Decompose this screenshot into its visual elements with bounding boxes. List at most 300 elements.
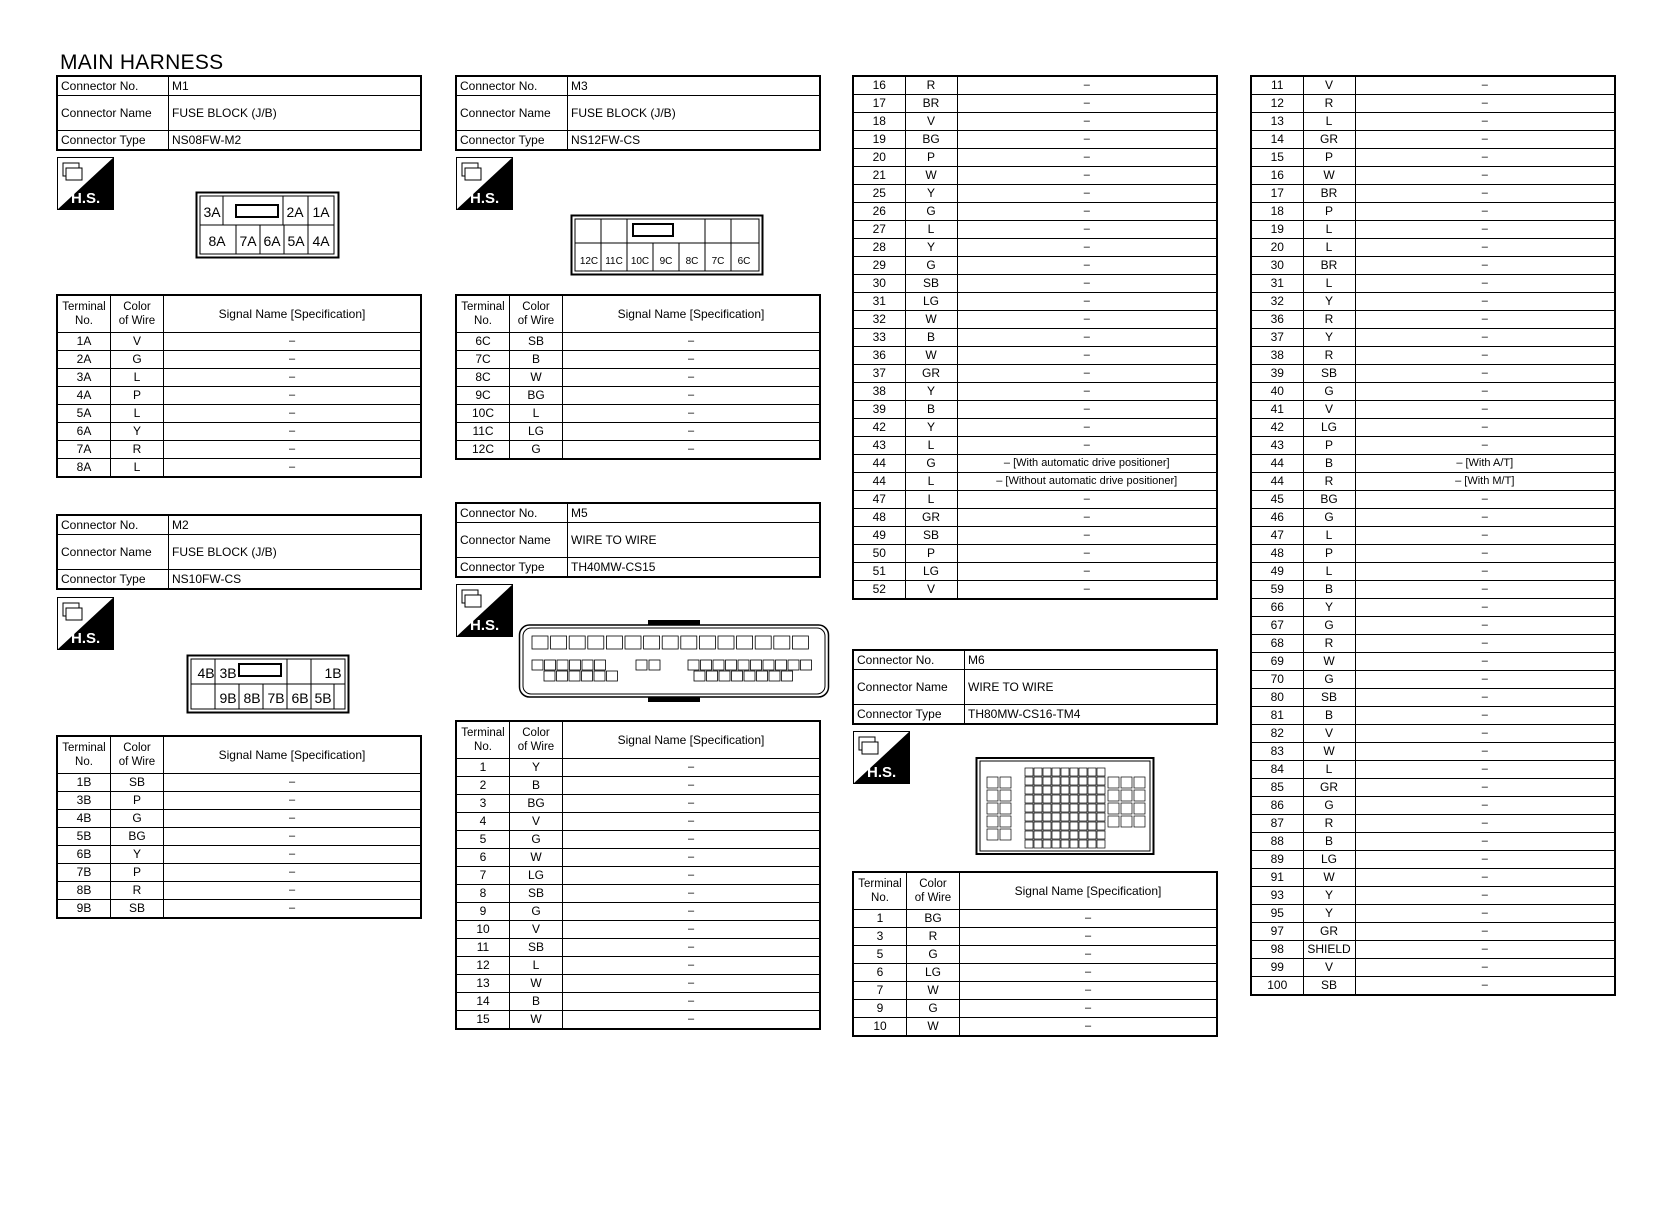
pin-cavity [1000, 816, 1011, 827]
terminal-no-cell: 99 [1251, 959, 1303, 977]
pin-cavity [1121, 816, 1132, 827]
signal-name-cell: – [957, 419, 1217, 437]
terminal-no-cell: 16 [853, 76, 905, 95]
wire-color-cell: L [111, 369, 164, 387]
connector-m1-diagram [195, 191, 340, 259]
pin-cavity [713, 660, 724, 670]
table-row [1251, 113, 1615, 131]
wire-color-cell: L [1303, 527, 1355, 545]
signal-name-cell: – [1355, 76, 1615, 95]
pin-cavity [1097, 795, 1105, 803]
terminal-no-cell: 25 [853, 185, 905, 203]
table-row [853, 293, 1217, 311]
table-row [1251, 131, 1615, 149]
signal-name-cell: – [957, 365, 1217, 383]
wire-color-cell: BG [510, 795, 563, 813]
pin-cavity [1043, 813, 1051, 821]
terminal-no-cell: 39 [1251, 365, 1303, 383]
terminal-no-cell: 43 [853, 437, 905, 455]
table-row [853, 1018, 1217, 1037]
terminal-no-cell: 18 [853, 113, 905, 131]
signal-name-cell: – [1355, 527, 1615, 545]
table-row [57, 333, 421, 351]
wire-color-cell: G [510, 831, 563, 849]
wire-color-cell: G [1303, 671, 1355, 689]
hs-label: H.S. [71, 190, 101, 207]
pin-cavity [1052, 777, 1060, 785]
terminal-no-cell: 39 [853, 401, 905, 419]
pin-cavity [1043, 768, 1051, 776]
pin-cavity [1052, 840, 1060, 848]
wire-color-cell: Y [905, 383, 957, 401]
pin-cavity [1097, 786, 1105, 794]
pin-cavity [1097, 840, 1105, 848]
terminal-no-cell: 7 [853, 982, 907, 1000]
pin-cavity [769, 671, 780, 681]
signal-name-cell: – [164, 810, 422, 828]
pin-cavity [763, 660, 774, 670]
table-row [456, 975, 820, 993]
terminal-no-cell: 14 [456, 993, 510, 1011]
wire-color-cell: W [907, 1018, 960, 1037]
wire-color-cell: W [510, 975, 563, 993]
pin-cavity [1070, 822, 1078, 830]
wire-color-cell: L [905, 437, 957, 455]
wire-color-cell: B [510, 993, 563, 1011]
table-row [1251, 851, 1615, 869]
terminal-no-cell: 41 [1251, 401, 1303, 419]
terminal-table-m3 [455, 294, 821, 460]
signal-name-cell: – [1355, 149, 1615, 167]
signal-name-cell: – [1355, 743, 1615, 761]
table-row [853, 149, 1217, 167]
signal-name-cell: – [1355, 95, 1615, 113]
col-terminal: Terminal No. [57, 736, 111, 774]
pin-cavity [1108, 816, 1119, 827]
table-row [1251, 149, 1615, 167]
terminal-no-cell: 10C [456, 405, 510, 423]
table-row [456, 867, 820, 885]
wire-color-cell: Y [1303, 887, 1355, 905]
connector-m6-diagram [975, 752, 1155, 860]
wire-color-cell: G [510, 441, 563, 460]
connector-m5-info [455, 502, 821, 578]
wire-color-cell: G [111, 810, 164, 828]
wire-color-cell: L [1303, 221, 1355, 239]
terminal-no-cell: 81 [1251, 707, 1303, 725]
signal-name-cell: – [957, 275, 1217, 293]
wire-color-cell: SB [1303, 365, 1355, 383]
signal-name-cell: – [957, 401, 1217, 419]
terminal-no-cell: 1 [456, 759, 510, 777]
pin-cavity [1025, 822, 1033, 830]
value: NS08FW-M2 [169, 131, 422, 151]
wire-color-cell: V [1303, 401, 1355, 419]
pin-cavity [1034, 768, 1042, 776]
signal-name-cell: – [1355, 545, 1615, 563]
pin-label: 8A [208, 233, 226, 249]
signal-name-cell: – [960, 982, 1218, 1000]
pin-cavity [1070, 795, 1078, 803]
terminal-no-cell: 47 [1251, 527, 1303, 545]
signal-name-cell: – [957, 95, 1217, 113]
pin-cavity [1079, 822, 1087, 830]
signal-name-cell: – [1355, 959, 1615, 977]
table-row [853, 910, 1217, 928]
pin-cavity [636, 660, 647, 670]
pin-cavity [1108, 803, 1119, 814]
signal-name-cell: – [563, 939, 821, 957]
col-color: Color of Wire [111, 295, 164, 333]
table-row [853, 185, 1217, 203]
wire-color-cell: V [905, 113, 957, 131]
table-row [1251, 653, 1615, 671]
label: Connector Type [853, 705, 965, 725]
signal-name-cell: – [1355, 437, 1615, 455]
pin-cavity [1034, 813, 1042, 821]
terminal-no-cell: 5 [456, 831, 510, 849]
table-row [853, 473, 1217, 491]
terminal-no-cell: 83 [1251, 743, 1303, 761]
wire-color-cell: R [1303, 473, 1355, 491]
signal-name-cell: – [563, 423, 821, 441]
wire-color-cell: BG [111, 828, 164, 846]
pin-cavity [545, 660, 556, 670]
terminal-no-cell: 3A [57, 369, 111, 387]
pin-cavity [625, 636, 641, 649]
terminal-no-cell: 42 [1251, 419, 1303, 437]
table-row [57, 810, 421, 828]
terminal-no-cell: 30 [853, 275, 905, 293]
table-row [1251, 347, 1615, 365]
signal-name-cell: – [1355, 293, 1615, 311]
harness-side-icon [456, 584, 513, 637]
table-row [1251, 293, 1615, 311]
terminal-no-cell: 50 [853, 545, 905, 563]
table-row [1251, 167, 1615, 185]
signal-name-cell: – [563, 369, 821, 387]
terminal-no-cell: 15 [1251, 149, 1303, 167]
value: FUSE BLOCK (J/B) [568, 96, 821, 131]
table-row [456, 957, 820, 975]
terminal-no-cell: 100 [1251, 977, 1303, 996]
signal-name-cell: – [1355, 887, 1615, 905]
pin-cavity [1061, 840, 1069, 848]
wire-color-cell: GR [1303, 131, 1355, 149]
wire-color-cell: LG [905, 293, 957, 311]
terminal-no-cell: 9 [853, 1000, 907, 1018]
terminal-no-cell: 59 [1251, 581, 1303, 599]
table-row [1251, 689, 1615, 707]
terminal-no-cell: 44 [853, 473, 905, 491]
pin-cavity [1121, 777, 1132, 788]
wire-color-cell: BR [905, 95, 957, 113]
terminal-no-cell: 82 [1251, 725, 1303, 743]
signal-name-cell: – [957, 131, 1217, 149]
wire-color-cell: W [510, 369, 563, 387]
terminal-no-cell: 7C [456, 351, 510, 369]
pin-cavity [1025, 795, 1033, 803]
terminal-no-cell: 1A [57, 333, 111, 351]
harness-side-icon [853, 731, 910, 784]
signal-name-cell: – [563, 885, 821, 903]
signal-name-cell: – [1355, 923, 1615, 941]
signal-name-cell: – [1355, 617, 1615, 635]
terminal-no-cell: 88 [1251, 833, 1303, 851]
table-row [456, 921, 820, 939]
signal-name-cell: – [1355, 221, 1615, 239]
terminal-no-cell: 4A [57, 387, 111, 405]
terminal-no-cell: 91 [1251, 869, 1303, 887]
pin-cavity [1043, 777, 1051, 785]
signal-name-cell: – [1355, 257, 1615, 275]
table-row [1251, 455, 1615, 473]
table-row [1251, 257, 1615, 275]
pin-cavity [1052, 822, 1060, 830]
terminal-no-cell: 5A [57, 405, 111, 423]
pin-cavity [532, 636, 548, 649]
pin-cavity [699, 636, 715, 649]
terminal-no-cell: 69 [1251, 653, 1303, 671]
wire-color-cell: SB [510, 885, 563, 903]
wire-color-cell: B [510, 777, 563, 795]
pin-cavity [1034, 822, 1042, 830]
terminal-no-cell: 20 [1251, 239, 1303, 257]
pin-cavity [1088, 795, 1096, 803]
table-row [57, 882, 421, 900]
pin-cavity [1097, 813, 1105, 821]
table-row [1251, 509, 1615, 527]
label: Connector No. [57, 515, 169, 535]
pin-cavity [1061, 804, 1069, 812]
wire-color-cell: LG [907, 964, 960, 982]
signal-name-cell: – [1355, 347, 1615, 365]
pin-label: 2A [286, 204, 304, 220]
col-color: Color of Wire [510, 721, 563, 759]
terminal-no-cell: 16 [1251, 167, 1303, 185]
signal-name-cell: – [1355, 329, 1615, 347]
pin-cavity [1070, 813, 1078, 821]
table-row [1251, 869, 1615, 887]
wire-color-cell: LG [510, 423, 563, 441]
wire-color-cell: LG [1303, 419, 1355, 437]
pin-cavity [1034, 795, 1042, 803]
terminal-no-cell: 17 [853, 95, 905, 113]
terminal-no-cell: 17 [1251, 185, 1303, 203]
connector-m2-diagram [186, 654, 350, 714]
terminal-no-cell: 19 [853, 131, 905, 149]
terminal-no-cell: 47 [853, 491, 905, 509]
pin-cavity [1000, 803, 1011, 814]
terminal-no-cell: 93 [1251, 887, 1303, 905]
wire-color-cell: G [1303, 617, 1355, 635]
wire-color-cell: SB [1303, 689, 1355, 707]
terminal-no-cell: 70 [1251, 671, 1303, 689]
table-row [1251, 473, 1615, 491]
table-row [1251, 923, 1615, 941]
col-color: Color of Wire [907, 872, 960, 910]
signal-name-cell: – [1355, 239, 1615, 257]
wire-color-cell: V [510, 813, 563, 831]
connector-m5-diagram [518, 620, 830, 702]
pin-cavity [987, 777, 998, 788]
page-title: MAIN HARNESS [60, 51, 224, 74]
signal-name-cell: – [1355, 563, 1615, 581]
label: Connector Name [57, 535, 169, 570]
connector-m2-info [56, 514, 422, 590]
table-row [1251, 527, 1615, 545]
signal-name-cell: – [563, 903, 821, 921]
signal-name-cell: – [164, 405, 422, 423]
terminal-no-cell: 80 [1251, 689, 1303, 707]
label: Connector Name [456, 96, 568, 131]
table-row [853, 527, 1217, 545]
pin-cavity [1070, 804, 1078, 812]
table-row [1251, 437, 1615, 455]
signal-name-cell: – [1355, 761, 1615, 779]
pin-cavity [1108, 790, 1119, 801]
signal-name-cell: – [1355, 635, 1615, 653]
col-terminal: Terminal No. [456, 721, 510, 759]
pin-cavity [1025, 840, 1033, 848]
terminal-no-cell: 11 [1251, 76, 1303, 95]
table-row [1251, 383, 1615, 401]
signal-name-cell: – [957, 167, 1217, 185]
pin-cavity [1000, 829, 1011, 840]
terminal-no-cell: 97 [1251, 923, 1303, 941]
signal-name-cell: – [1355, 599, 1615, 617]
pin-cavity [801, 660, 812, 670]
signal-name-cell: – [957, 311, 1217, 329]
terminal-no-cell: 44 [1251, 455, 1303, 473]
signal-name-cell: – [563, 795, 821, 813]
table-row [853, 928, 1217, 946]
terminal-no-cell: 85 [1251, 779, 1303, 797]
terminal-no-cell: 6C [456, 333, 510, 351]
pin-cavity [732, 671, 743, 681]
wire-color-cell: Y [1303, 293, 1355, 311]
wire-color-cell: G [905, 257, 957, 275]
terminal-no-cell: 14 [1251, 131, 1303, 149]
signal-name-cell: – [With automatic drive positioner] [957, 455, 1217, 473]
signal-name-cell: – [1355, 365, 1615, 383]
wire-color-cell: V [1303, 725, 1355, 743]
signal-name-cell: – [960, 1018, 1218, 1037]
table-row [853, 76, 1217, 95]
pin-cavity [1088, 786, 1096, 794]
wire-color-cell: LG [905, 563, 957, 581]
wire-color-cell: L [1303, 275, 1355, 293]
pin-cavity [1061, 768, 1069, 776]
pin-cavity [1097, 831, 1105, 839]
pin-cavity [1088, 813, 1096, 821]
table-row [1251, 599, 1615, 617]
pin-cavity [757, 671, 768, 681]
wire-color-cell: W [905, 167, 957, 185]
pin-cavity [1134, 803, 1145, 814]
signal-name-cell: – [164, 351, 422, 369]
terminal-no-cell: 7B [57, 864, 111, 882]
wire-color-cell: R [1303, 815, 1355, 833]
value: M2 [169, 515, 422, 535]
table-row [853, 509, 1217, 527]
table-row [57, 846, 421, 864]
wire-color-cell: GR [1303, 779, 1355, 797]
terminal-no-cell: 48 [1251, 545, 1303, 563]
table-row [57, 774, 421, 792]
wire-color-cell: B [1303, 581, 1355, 599]
pin-cavity [1134, 777, 1145, 788]
wire-color-cell: P [111, 864, 164, 882]
pin-cavity [1079, 831, 1087, 839]
terminal-no-cell: 87 [1251, 815, 1303, 833]
table-row [1251, 905, 1615, 923]
table-row [853, 167, 1217, 185]
terminal-no-cell: 89 [1251, 851, 1303, 869]
wire-color-cell: SB [1303, 977, 1355, 996]
table-row [853, 982, 1217, 1000]
pin-label: 8B [243, 690, 261, 706]
pin-cavity [1079, 840, 1087, 848]
table-row [1251, 617, 1615, 635]
table-row [1251, 545, 1615, 563]
pin-cavity [1097, 768, 1105, 776]
signal-name-cell: – [563, 975, 821, 993]
pin-cavity [1052, 813, 1060, 821]
signal-name-cell: – [1355, 311, 1615, 329]
wire-color-cell: V [510, 921, 563, 939]
pin-cavity [1088, 840, 1096, 848]
table-row [1251, 401, 1615, 419]
pin-cavity [792, 636, 808, 649]
wire-color-cell: P [1303, 203, 1355, 221]
pin-label: 6A [263, 233, 281, 249]
pin-cavity [1070, 777, 1078, 785]
table-row [1251, 725, 1615, 743]
table-row [853, 257, 1217, 275]
table-row [1251, 959, 1615, 977]
pin-cavity [755, 636, 771, 649]
pin-cavity [1000, 790, 1011, 801]
pin-cavity [1079, 795, 1087, 803]
label: Connector Name [57, 96, 169, 131]
signal-name-cell: – [957, 581, 1217, 600]
wire-color-cell: G [510, 903, 563, 921]
pin-cavity [1079, 786, 1087, 794]
wire-color-cell: W [905, 347, 957, 365]
pin-label: 3B [219, 665, 237, 681]
table-row [456, 441, 820, 460]
terminal-table-m6 [852, 871, 1218, 1037]
label: Connector No. [456, 76, 568, 96]
pin-cavity [1034, 777, 1042, 785]
signal-name-cell: – [164, 441, 422, 459]
signal-name-cell: – [960, 928, 1218, 946]
label: Connector No. [57, 76, 169, 96]
table-row [57, 459, 421, 478]
table-row [853, 365, 1217, 383]
pin-cavity [738, 660, 749, 670]
col-signal: Signal Name [Specification] [563, 721, 821, 759]
value: NS12FW-CS [568, 131, 821, 151]
signal-name-cell: – [957, 545, 1217, 563]
table-row [1251, 365, 1615, 383]
signal-name-cell: – [563, 405, 821, 423]
table-row [853, 311, 1217, 329]
pin-cavity [557, 671, 568, 681]
wire-color-cell: L [1303, 113, 1355, 131]
pin-cavity [1070, 840, 1078, 848]
